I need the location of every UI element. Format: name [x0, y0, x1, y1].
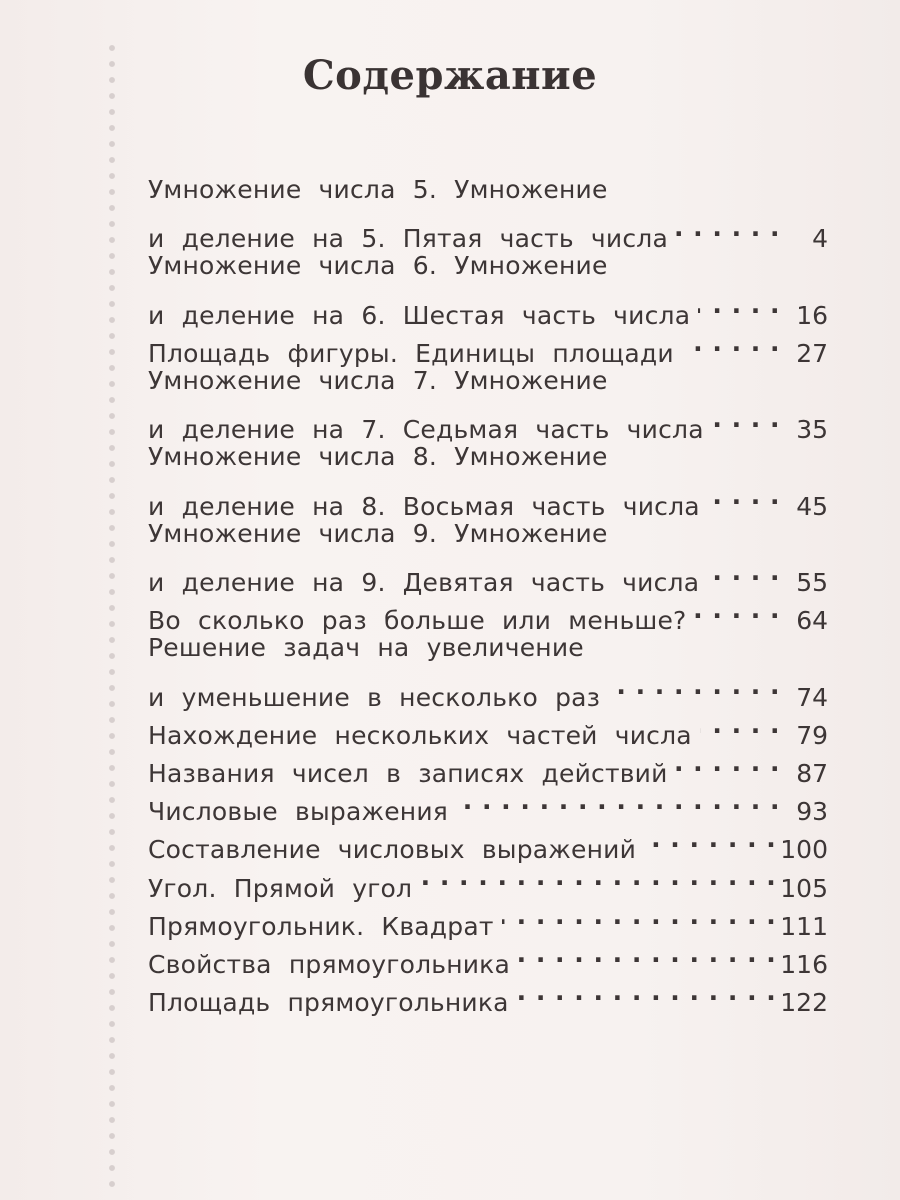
- perforation-edge: [106, 40, 118, 1190]
- dot-leader: [707, 553, 780, 591]
- toc-entry: [148, 362, 828, 445]
- toc-page-number: 55: [796, 568, 828, 598]
- toc-entry-title: и деление на 9. Девятая часть числа: [148, 568, 700, 598]
- toc-entry: [148, 515, 828, 598]
- toc-page-number: 100: [780, 835, 828, 865]
- toc-entry-line: [148, 477, 828, 521]
- toc-entry-title: Нахождение нескольких частей числа: [148, 720, 692, 750]
- dot-leader: [518, 935, 776, 973]
- toc-entry: [148, 247, 828, 330]
- toc-entry-line: [148, 247, 828, 285]
- dot-leader: [676, 744, 780, 782]
- toc-page-number: 74: [796, 682, 828, 712]
- dot-leader: [644, 820, 776, 858]
- toc-entry-line: [148, 209, 828, 254]
- toc-page-number: 122: [780, 988, 828, 1018]
- toc-page-number: 105: [780, 873, 828, 903]
- toc-entry-title: Составление числовых выражений: [148, 835, 637, 865]
- toc-entry: [148, 438, 828, 521]
- dot-leader: [698, 286, 780, 324]
- toc-entry-title: Умножение числа 9. Умножение: [148, 518, 608, 548]
- toc-entry-title: Свойства прямоугольника: [148, 949, 511, 979]
- dot-leader: [700, 706, 780, 744]
- toc-entry-line: [148, 629, 828, 667]
- toc-entry-line: [148, 286, 828, 330]
- toc-page-number: 16: [796, 300, 828, 330]
- toc-page-number: 45: [796, 491, 828, 521]
- toc-entry-title: Числовые выражения: [148, 797, 449, 827]
- dot-leader: [420, 858, 776, 896]
- toc-entry-title: и деление на 8. Восьмая часть числа: [148, 491, 700, 521]
- toc-entry: [148, 171, 828, 254]
- toc-page-number: 93: [796, 797, 828, 827]
- dot-leader: [502, 897, 777, 935]
- toc-entry-title: Умножение числа 5. Умножение: [148, 175, 608, 204]
- toc-entry-title: Площадь фигуры. Единицы площади: [148, 338, 674, 368]
- toc-entry-title: Во сколько раз больше или меньше?: [148, 606, 687, 636]
- toc-entry-line: [148, 362, 828, 400]
- toc-entry-title: и уменьшение в несколько раз: [148, 682, 601, 712]
- toc-page-number: 111: [780, 911, 828, 941]
- toc-entry-line: [148, 438, 828, 476]
- toc-entry-line: [148, 553, 828, 598]
- toc-entry-title: Умножение числа 7. Умножение: [148, 365, 608, 395]
- dot-leader: [608, 667, 780, 705]
- dot-leader: [676, 209, 780, 247]
- toc-entry-title: Умножение числа 6. Умножение: [148, 251, 608, 281]
- page-title: Содержание: [302, 52, 598, 99]
- dot-leader: [682, 324, 780, 362]
- toc-entry-line: [148, 667, 828, 712]
- toc-entry-title: и деление на 6. Шестая часть числа: [148, 300, 691, 330]
- toc-page-number: 64: [796, 606, 828, 636]
- toc-entry-title: Названия чисел в записях действий: [148, 759, 668, 788]
- toc-entry-line: [148, 400, 828, 445]
- dot-leader: [517, 973, 777, 1011]
- toc-entry-title: Прямоугольник. Квадрат: [148, 911, 494, 941]
- toc-entry-title: Угол. Прямой угол: [148, 873, 413, 903]
- toc-page-number: 87: [796, 759, 828, 788]
- toc-page-number: 4: [812, 224, 828, 254]
- toc-page-number: 79: [796, 720, 828, 750]
- toc-page-number: 27: [796, 338, 828, 368]
- toc-entry-title: и деление на 7. Седьмая часть числа: [148, 415, 704, 445]
- toc-entry-line: [148, 171, 828, 209]
- toc-entry-title: Решение задач на увеличение: [148, 633, 584, 663]
- toc-entry: [148, 629, 828, 712]
- dot-leader: [712, 400, 780, 438]
- toc-entry-line: [148, 515, 828, 553]
- dot-leader: [456, 782, 780, 820]
- toc-page-number: 35: [796, 415, 828, 445]
- toc-entry-title: Площадь прямоугольника: [148, 988, 509, 1018]
- table-of-contents: [148, 171, 828, 1018]
- toc-entry-title: и деление на 5. Пятая часть числа: [148, 224, 668, 254]
- toc-entry-title: Умножение числа 8. Умножение: [148, 442, 608, 472]
- toc-page-number: 116: [780, 949, 828, 979]
- dot-leader: [695, 591, 780, 629]
- dot-leader: [708, 477, 780, 515]
